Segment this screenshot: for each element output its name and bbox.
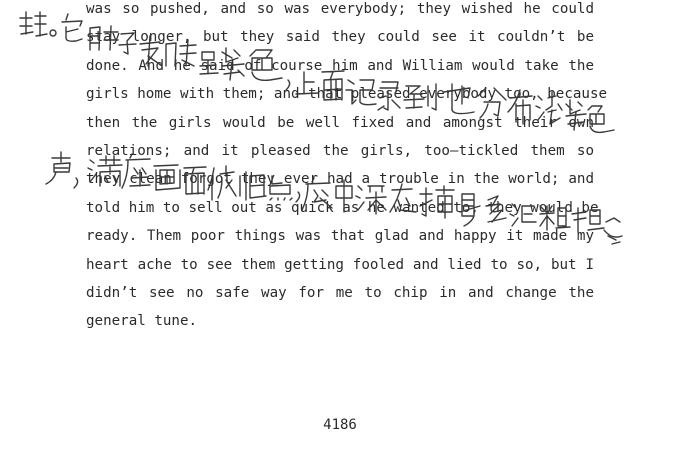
text-line: didn’t see no safe way for me to chip in and change the [86,284,594,301]
text-line: they clean forgot they ever had a trouble in the world; and [86,171,594,188]
text-line: done. And he said of course him and William would take the [86,57,594,74]
text-line: then the girls would be well fixed and amongst their own [86,114,594,131]
text-line: relations; and it pleased the girls, too—tickled them so [86,142,594,159]
text-line: heart ache to see them getting fooled and lied to so, but I [86,256,594,273]
page-number: 4186 [323,417,357,433]
text-line: stay longer, but they said they could see it couldn’t be [86,29,594,46]
text-line: girls home with them; and that pleased everybody too, because [86,86,608,103]
text-line: was so pushed, and so was everybody; they wished he could [86,1,594,17]
body-text [86,0,608,336]
text-line: general tune. [86,313,198,330]
text-line: ready. Them poor things was that glad and happy it made my [86,228,594,245]
text-line: told him to sell out as quick as he wanted to, they would be [86,199,599,216]
